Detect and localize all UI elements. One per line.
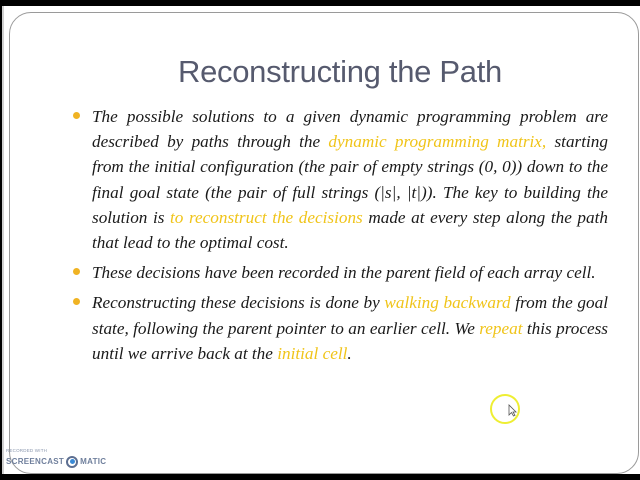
bullet-text: made at every step along the path that lead to the optimal cost.	[92, 207, 608, 253]
highlighted-term: dynamic programming matrix,	[328, 132, 547, 152]
watermark-caption: RECORDED WITH	[6, 448, 48, 453]
bullet-item	[72, 260, 608, 285]
bullet-text: .	[347, 343, 352, 363]
highlighted-term: walking backward	[384, 293, 511, 313]
record-logo-icon	[66, 456, 78, 468]
bullet-text: Reconstructing these decisions is done by	[92, 293, 385, 313]
bullet-text: from the goal state, following the parent pointer to an earlier cell. We	[92, 293, 608, 338]
bullet-item	[72, 290, 608, 366]
bullet-text: The possible solutions to a given dynamic programming problem are described by paths through the	[92, 107, 608, 152]
bullet-text: this process until we arrive back at the	[92, 318, 608, 363]
watermark-right-text: MATIC	[80, 456, 107, 466]
screencast-watermark	[6, 449, 106, 468]
bullet-text: starting from the initial configuration (the pair of empty strings (0, 0)) down to the final goal state (the pair of full strings (|s|, |t|)). The key to building the solution is	[92, 132, 608, 227]
watermark-left-text: SCREENCAST	[6, 456, 65, 466]
slide-content	[72, 104, 608, 371]
bullet-dot-icon	[73, 268, 80, 275]
slide-title: Reconstructing the Path	[178, 54, 502, 89]
bullet-dot-icon	[73, 298, 80, 305]
bullet-dot-icon	[73, 112, 80, 119]
bullet-text: These decisions have been recorded in the parent field of each array cell.	[92, 263, 596, 283]
highlighted-term: initial cell	[277, 343, 348, 363]
bullet-item	[72, 104, 608, 255]
highlighted-term: repeat	[479, 318, 523, 338]
highlighted-term: to reconstruct the decisions	[170, 207, 363, 227]
